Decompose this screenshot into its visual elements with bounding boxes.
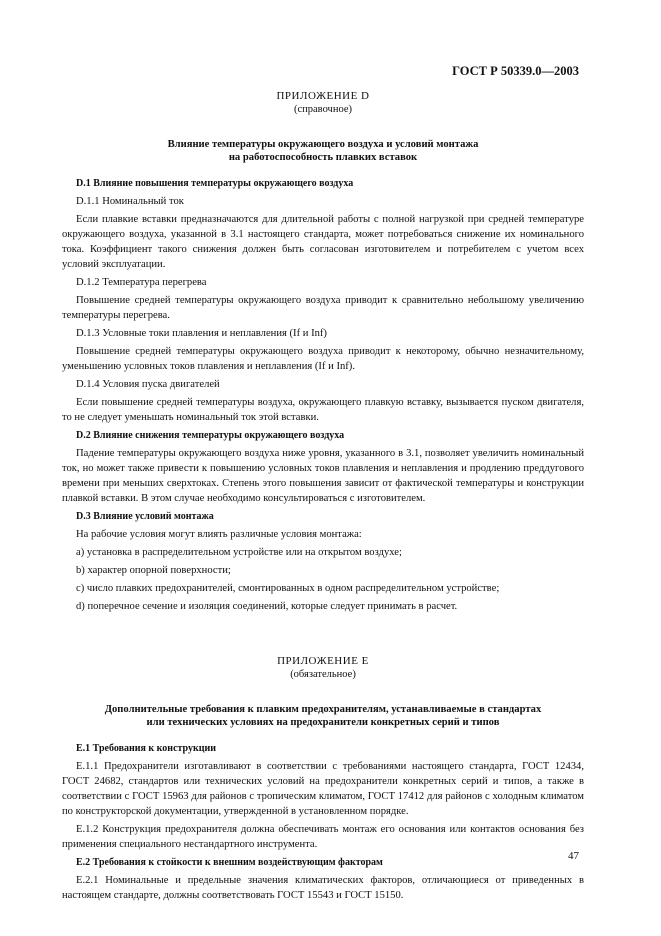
body-paragraph: Е.1.2 Конструкция предохранителя должна обеспечивать монтаж его основания или контактов основания без применения специального нестандартного инструмента. [62,824,584,850]
body-paragraph: Повышение средней температуры окружающего воздуха приводит к некоторому, обычно незначительному, уменьшению условных токов плавления и неплавления (If и Inf). [62,346,584,372]
appendix-d-title-line1: Влияние температуры окружающего воздуха и условий монтажа [167,139,479,150]
body-paragraph: На рабочие условия могут влиять различные условия монтажа: [76,529,362,540]
body-paragraph: Если плавкие вставки предназначаются для длительной работы с полной нагрузкой при средней температуре окружающего воздуха, указанной в 3.1 настоящего стандарта, может потребоваться снижение их номинального тока. Коэффициент такого снижения должен быть согласован изготовителем и потребителем с учетом всех условий эксплуатации. [62,214,584,270]
body-paragraph: Е.1.1 Предохранители изготавливают в соответствии с требованиями настоящего стандарта, ГОСТ 12434, ГОСТ 24682, стандартов или технических условий на предохранители конкретных серий и типов, а также в соответствии с ГОСТ 15963 для районов с тропическим климатом, ГОСТ 17412 для районов с холодным климатом по конструкторской документации, утвержденной в установленном порядке. [62,761,584,817]
section-heading: Е.2 Требования к стойкости к внешним воздействующим факторам [76,857,383,868]
appendix-d-title-line2: на работоспособность плавких вставок [228,152,418,163]
appendix-e-title-line1: Дополнительные требования к плавким предохранителям, устанавливаемые в стандартах [104,704,542,715]
subsection-heading: D.1.2 Температура перегрева [76,277,207,288]
page-number: 47 [568,850,579,862]
section-heading: Е.1 Требования к конструкции [76,743,217,754]
appendix-e-body [62,741,584,903]
subsection-heading: D.1.3 Условные токи плавления и неплавления (If и Inf) [76,328,327,339]
appendix-e-title [62,703,584,729]
body-paragraph: d) поперечное сечение и изоляция соединений, которые следует принимать в расчет. [76,601,458,612]
appendix-e-header [62,655,584,681]
body-paragraph: a) установка в распределительном устройстве или на открытом воздухе; [76,547,402,558]
appendix-e-label: ПРИЛОЖЕНИЕ Е [277,655,369,667]
subsection-heading: D.1.1 Номинальный ток [76,196,184,207]
section-heading: D.2 Влияние снижения температуры окружающего воздуха [76,430,345,441]
section-heading: D.1 Влияние повышения температуры окружающего воздуха [76,178,354,189]
appendix-d-header [62,90,584,116]
appendix-d-status: (справочное) [294,104,352,115]
subsection-heading: D.1.4 Условия пуска двигателей [76,379,220,390]
appendix-d-label: ПРИЛОЖЕНИЕ D [276,90,370,102]
body-paragraph: Если повышение средней температуры воздуха, окружающего плавкую вставку, вызывается пуском двигателя, то не следует уменьшать номинальный ток этой вставки. [62,397,584,423]
body-paragraph: Е.2.1 Номинальные и предельные значения климатических факторов, отличающиеся от приведенных в настоящем стандарте, должны соответствовать ГОСТ 15543 и ГОСТ 15150. [62,875,584,901]
standard-code: ГОСТ Р 50339.0—2003 [452,64,579,78]
appendix-e-status: (обязательное) [290,669,356,680]
appendix-d-title [62,138,584,164]
appendix-separator [62,617,584,655]
appendix-e-title-line2: или технических условиях на предохранители конкретных серий и типов [146,717,500,728]
appendix-d-body [62,176,584,614]
body-paragraph: c) число плавких предохранителей, смонтированных в одном распределительном устройстве; [76,583,500,594]
body-paragraph: b) характер опорной поверхности; [76,565,231,576]
body-paragraph: Падение температуры окружающего воздуха ниже уровня, указанного в 3.1, позволяет увеличить номинальный ток, но может также привести к повышению условных токов плавления и неплавления и продлению преддугового времени при меньших сверхтоках. Степень этого повышения зависит от фактической температуры и конструкции плавкой вставки. В этом случае необходимо консультироваться с изготовителем. [62,448,584,504]
body-paragraph: Повышение средней температуры окружающего воздуха приводит к сравнительно небольшому увеличению температуры перегрева. [62,295,584,321]
section-heading: D.3 Влияние условий монтажа [76,511,214,522]
document-content [62,90,584,906]
